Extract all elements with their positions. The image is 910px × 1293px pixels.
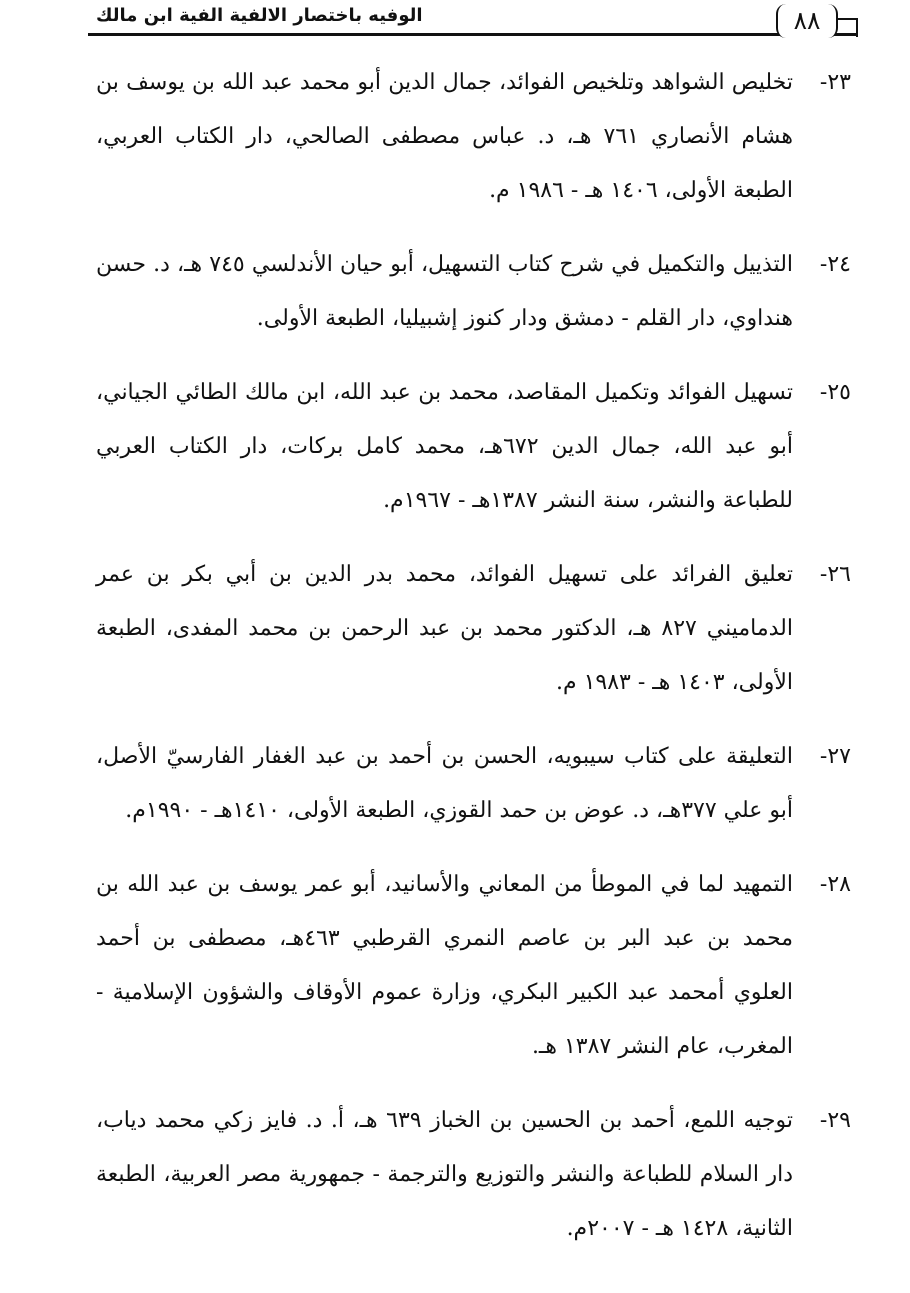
- entry-text: التعليقة على كتاب سيبويه، الحسن بن أحمد بن عبد الغفار الفارسيّ الأصل، أبو علي ٣٧٧هـ، د. عوض بن حمد القوزي، الطبعة الأولى، ١٤١٠هـ - ١٩٩٠م.: [96, 744, 794, 823]
- running-title: الوفيه باختصار الالفية الفية ابن مالك: [92, 2, 427, 30]
- entry-number: ٢٩-: [819, 1108, 851, 1133]
- entry-text: تعليق الفرائد على تسهيل الفوائد، محمد بدر الدين بن أبي بكر بن عمر الدماميني ٨٢٧ هـ، الدكتور محمد بن عبد الرحمن بن محمد المفدى، الطبعة الأولى، ١٤٠٣ هـ - ١٩٨٣ م.: [96, 562, 794, 695]
- entry-number: ٢٤-: [819, 252, 851, 277]
- entry-number: ٢٨-: [819, 872, 851, 897]
- bibliography-entry: [96, 366, 851, 528]
- entry-number: ٢٥-: [819, 380, 851, 405]
- entry-number: ٢٧-: [819, 744, 851, 769]
- entry-text: تسهيل الفوائد وتكميل المقاصد، محمد بن عبد الله، ابن مالك الطائي الجياني، أبو عبد الله، جمال الدين ٦٧٢هـ، محمد كامل بركات، دار الكتاب العربي للطباعة والنشر، سنة النشر ١٣٨٧هـ - ١٩٦٧م.: [96, 380, 793, 513]
- entry-number: ٢٦-: [819, 562, 851, 587]
- entry-text: التمهيد لما في الموطأ من المعاني والأسانيد، أبو عمر يوسف بن عبد الله بن محمد بن عبد البر بن عاصم النمري القرطبي ٤٦٣هـ، مصطفى بن أحمد العلوي أمحمد عبد الكبير البكري، وزارة عموم الأوقاف والشؤون الإسلامية - المغرب، عام النشر ١٣٨٧ هـ.: [96, 872, 793, 1059]
- page-number: ٨٨: [776, 4, 838, 38]
- entry-text: توجيه اللمع، أحمد بن الحسين بن الخباز ٦٣٩ هـ، أ. د. فايز زكي محمد دياب، دار السلام للطباعة والنشر والتوزيع والترجمة - جمهورية مصر العربية، الطبعة الثانية، ١٤٢٨ هـ - ٢٠٠٧م.: [96, 1108, 793, 1241]
- page-header: [88, 0, 858, 42]
- bibliography-entry: [96, 1094, 851, 1256]
- bibliography-entry: [96, 56, 851, 218]
- bibliography-entry: [96, 548, 851, 710]
- bibliography-entry: [96, 730, 851, 838]
- header-corner-ornament: [838, 18, 858, 37]
- entry-text: التذييل والتكميل في شرح كتاب التسهيل، أبو حيان الأندلسي ٧٤٥ هـ، د. حسن هنداوي، دار القلم - دمشق ودار كنوز إشبيليا، الطبعة الأولى.: [96, 252, 794, 331]
- bibliography-entry: [96, 858, 851, 1074]
- bibliography-list: [96, 56, 851, 1276]
- header-rule: [88, 33, 858, 36]
- entry-text: تخليص الشواهد وتلخيص الفوائد، جمال الدين أبو محمد عبد الله بن يوسف بن هشام الأنصاري ٧٦١ هـ، د. عباس مصطفى الصالحي، دار الكتاب العربي، الطبعة الأولى، ١٤٠٦ هـ - ١٩٨٦ م.: [96, 70, 793, 203]
- bibliography-entry: [96, 238, 851, 346]
- entry-number: ٢٣-: [819, 70, 851, 95]
